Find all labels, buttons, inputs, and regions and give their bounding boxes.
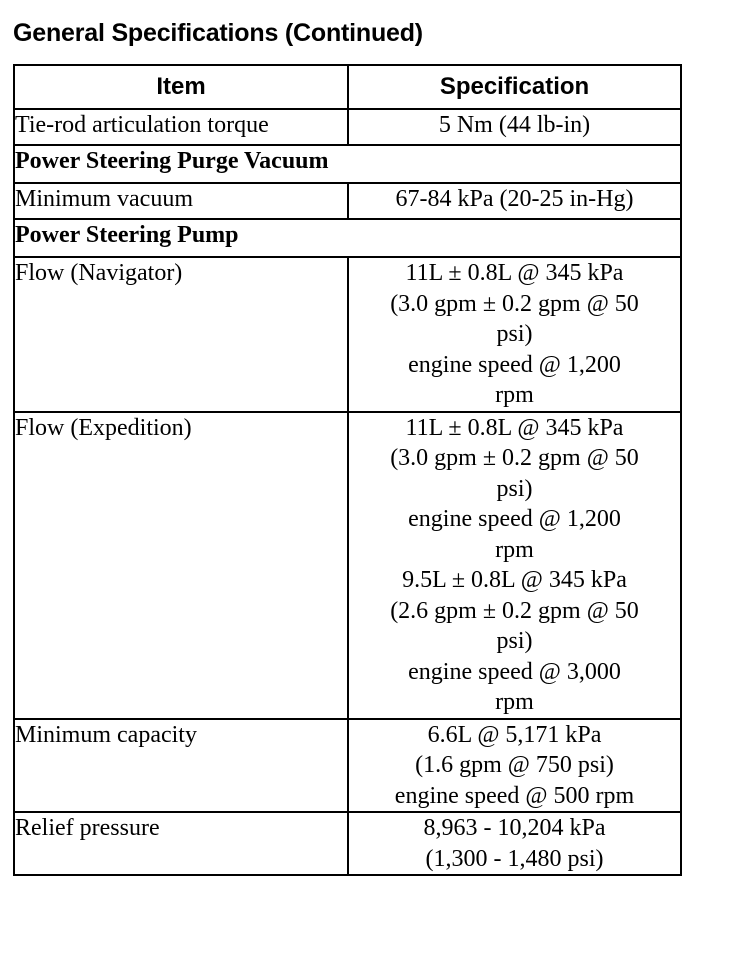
spec-line: 5 Nm (44 lb-in) <box>438 112 591 138</box>
spec-line: rpm <box>495 382 534 408</box>
header-item: Item <box>14 65 348 109</box>
page-title: General Specifications (Continued) <box>13 19 423 47</box>
spec-line: 6.6L @ 5,171 kPa <box>427 721 602 748</box>
spec-line: rpm <box>495 689 534 715</box>
item-cell: Flow (Navigator) <box>14 257 348 412</box>
item-cell: Relief pressure <box>14 812 348 875</box>
section-heading: Power Steering Pump <box>14 219 681 257</box>
table-row <box>14 812 681 875</box>
table-row <box>14 183 681 219</box>
item-cell: Tie-rod articulation torque <box>14 109 348 145</box>
item-cell: Minimum vacuum <box>14 183 348 219</box>
spec-line: psi) <box>496 475 533 502</box>
spec-line: (3.0 gpm ± 0.2 gpm @ 50 <box>390 445 639 471</box>
spec-line: 8,963 - 10,204 kPa <box>423 815 606 841</box>
section-heading: Power Steering Purge Vacuum <box>14 145 681 183</box>
spec-line: psi) <box>496 628 533 654</box>
spec-line: psi) <box>496 321 533 347</box>
spec-line: 11L ± 0.8L @ 345 kPa <box>405 260 624 286</box>
spec-line: rpm <box>495 536 534 563</box>
table-row <box>14 257 681 412</box>
item-cell: Minimum capacity <box>14 719 348 813</box>
spec-cell <box>348 812 681 875</box>
spec-line: engine speed @ 3,000 <box>408 658 621 685</box>
table-row <box>14 719 681 813</box>
section-row <box>14 219 681 257</box>
spec-line: engine speed @ 1,200 <box>408 506 621 532</box>
spec-cell <box>348 257 681 412</box>
spec-line: engine speed @ 1,200 <box>408 351 621 378</box>
spec-line: (1,300 - 1,480 psi) <box>425 845 604 872</box>
spec-cell <box>348 109 681 145</box>
section-row <box>14 145 681 183</box>
spec-line: engine speed @ 500 rpm <box>394 782 635 809</box>
header-specification: Specification <box>348 65 681 109</box>
spec-cell <box>348 719 681 813</box>
spec-cell <box>348 183 681 219</box>
spec-line: 67-84 kPa (20-25 in-Hg) <box>395 186 634 212</box>
table-row <box>14 412 681 719</box>
item-cell: Flow (Expedition) <box>14 412 348 719</box>
spec-line: (2.6 gpm ± 0.2 gpm @ 50 <box>390 597 639 624</box>
spec-line: 11L ± 0.8L @ 345 kPa <box>405 414 624 441</box>
spec-line: (3.0 gpm ± 0.2 gpm @ 50 <box>390 290 639 317</box>
table-row <box>14 109 681 145</box>
spec-cell <box>348 412 681 719</box>
header-row <box>14 65 681 109</box>
spec-line: 9.5L ± 0.8L @ 345 kPa <box>402 567 627 593</box>
specifications-table <box>13 64 682 876</box>
spec-line: (1.6 gpm @ 750 psi) <box>415 752 614 778</box>
